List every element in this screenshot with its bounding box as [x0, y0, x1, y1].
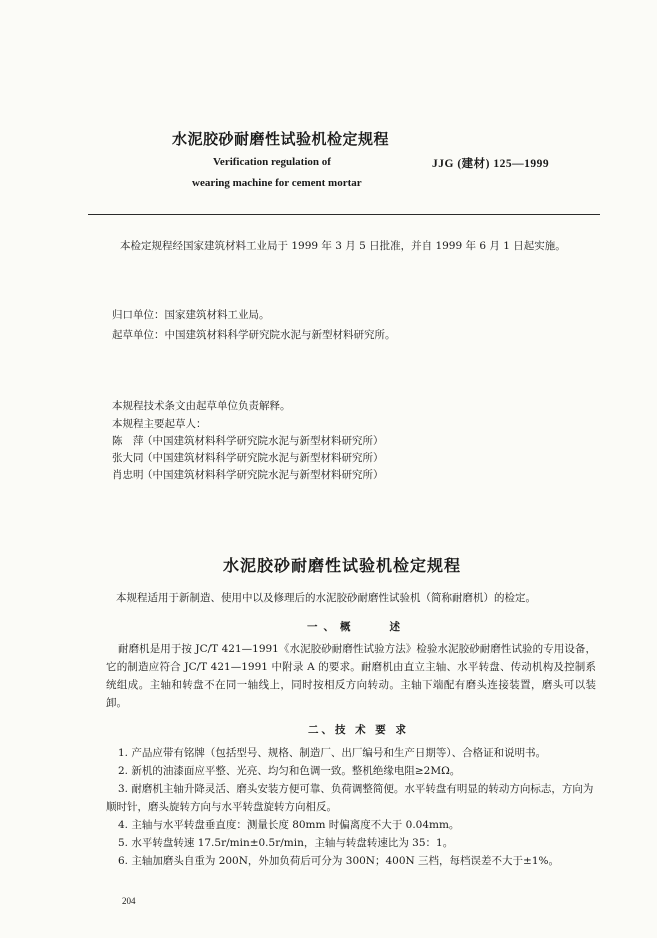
requirement-item: 1. 产品应带有铭牌（包括型号、规格、制造厂、出厂编号和生产日期等）、合格证和说明书。: [118, 747, 547, 759]
requirements-list: [106, 744, 598, 870]
interpretation-note: 本规程技术条文由起草单位负责解释。: [112, 400, 291, 412]
drafter-affiliation: （中国建筑材料科学研究院水泥与新型材料研究所）: [142, 469, 384, 481]
requirement-item: 4. 主轴与水平转盘垂直度：测量长度 80mm 时偏离度不大于 0.04mm。: [118, 819, 460, 831]
requirement-item: 6. 主轴加磨头自重为 200N，外加负荷后可分为 300N；400N 三档，每档误差不大于±1%。: [118, 855, 560, 867]
section-heading-technical-requirements: 二、技 术 要 求: [308, 724, 409, 736]
drafter-row: [112, 467, 384, 482]
document-title: 水泥胶砂耐磨性试验机检定规程: [172, 130, 390, 148]
page-number: 204: [122, 896, 136, 906]
drafter-name: 肖忠明: [112, 469, 144, 481]
drafters-heading: 本规程主要起草人：: [112, 418, 207, 430]
english-title-line-2: wearing machine for cement mortar: [192, 177, 362, 189]
responsible-unit: 归口单位：国家建筑材料工业局。: [112, 309, 270, 321]
english-title-line-1: Verification regulation of: [213, 156, 331, 168]
drafter-name: 陈 萍: [112, 435, 144, 447]
standard-code: JJG (建材) 125—1999: [432, 158, 550, 170]
drafter-affiliation: （中国建筑材料科学研究院水泥与新型材料研究所）: [142, 435, 384, 447]
approval-statement: 本检定规程经国家建筑材料工业局于 1999 年 3 月 5 日批准，并自 1999 年 6 月 1 日起实施。: [120, 240, 566, 252]
scope-statement: 本规程适用于新制造、使用中以及修理后的水泥胶砂耐磨性试验机（简称耐磨机）的检定。: [116, 592, 536, 604]
header-divider: [88, 214, 600, 215]
requirement-item: 3. 耐磨机主轴升降灵活、磨头安装方便可靠、负荷调整简便。水平转盘有明显的转动方向标志，方向为顺时针，磨头旋转方向与水平转盘旋转方向相反。: [106, 783, 594, 813]
drafter-row: [112, 433, 384, 448]
overview-paragraph: 耐磨机是用于按 JC/T 421—1991《水泥胶砂耐磨性试验方法》检验水泥胶砂耐磨性试验的专用设备，它的制造应符合 JC/T 421—1991 中附录 A 的要求。耐磨机由直立主轴、水平转盘、传动机构及控制系统组成。主轴和转盘不在同一轴线上，同时按相反方向转动。主轴下端配有磨头连接装置，磨头可以装卸。: [106, 643, 596, 709]
drafter-row: [112, 450, 384, 465]
requirement-item: 5. 水平转盘转速 17.5r/min±0.5r/min，主轴与转盘转速比为 35：1。: [118, 837, 454, 849]
body-title: 水泥胶砂耐磨性试验机检定规程: [223, 556, 462, 575]
drafting-unit: 起草单位：中国建筑材料科学研究院水泥与新型材料研究所。: [112, 329, 396, 341]
section-heading-overview: 一、概 述: [307, 621, 406, 633]
drafter-affiliation: （中国建筑材料科学研究院水泥与新型材料研究所）: [142, 452, 384, 464]
requirement-item: 2. 新机的油漆面应平整、光亮、均匀和色调一致。整机绝缘电阻≥2MΩ。: [118, 765, 461, 777]
drafter-name: 张大同: [112, 452, 144, 464]
